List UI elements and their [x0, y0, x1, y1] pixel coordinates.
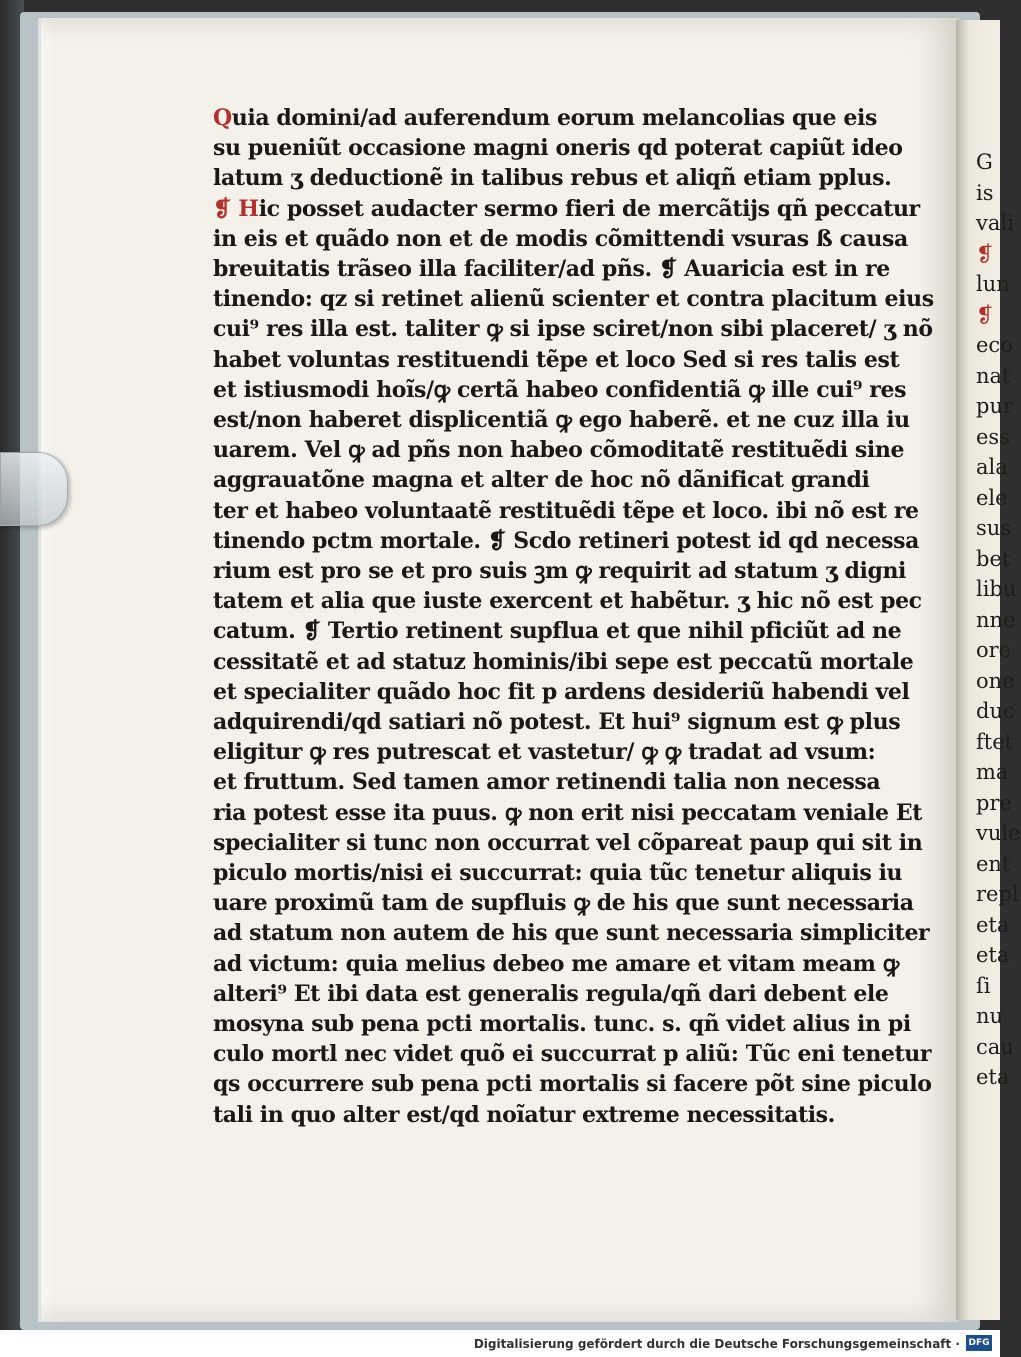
line-text: tali in quo alter est/qd noĩatur extreme necessitatis. [213, 1101, 835, 1128]
line-text: specialiter si tunc non occurrat vel cõpareat paup qui sit in [213, 829, 923, 856]
text-line [213, 797, 922, 830]
facing-page-fragment: ma [976, 760, 1009, 784]
text-line [213, 857, 902, 890]
facing-page-fragment: bet [976, 546, 1011, 571]
text-line [213, 706, 900, 739]
text-line [213, 585, 922, 618]
facing-page-fragment: ſi [976, 973, 991, 998]
line-text: ad victum: quia melius debeo me amare et vitam meam ꝙ [213, 950, 899, 977]
facing-page-fragment: eco [976, 333, 1013, 357]
text-line [213, 162, 891, 195]
facing-page-fragment: eta [976, 912, 1010, 937]
line-text: tinendo: qz si retinet alienũ scienter et contra placitum eius [213, 286, 934, 313]
text-line [213, 495, 919, 528]
line-text: piculo mortis/nisi ei succurrat: quia tũc tenetur aliquis iu [213, 860, 903, 886]
facing-page-fragment: pur [976, 394, 1014, 418]
text-line [213, 917, 929, 950]
text-line [213, 887, 914, 920]
text-line [213, 313, 933, 346]
facing-page-fragment: ele [976, 485, 1008, 510]
funding-credit: Digitalisierung gefördert durch die Deutsche Forschungsgemeinschaft · [473, 1337, 960, 1351]
line-text: habet voluntas restituendi tẽpe et loco Sed si res talis est [213, 346, 900, 373]
facing-page-fragment: eta [976, 1065, 1010, 1089]
text-line [213, 827, 922, 860]
facing-page-fragment: vule [976, 821, 1021, 845]
line-text: mosyna sub pena pcti mortalis. tunc. s. qñ videt alius in pi [213, 1011, 911, 1037]
text-line [213, 434, 904, 467]
facing-page-fragment: nat [976, 363, 1011, 388]
line-text: ria potest esse ita puus. ꝙ non erit nisi peccatam veniale Et [213, 799, 922, 826]
line-text: eligitur ꝙ res putrescat et vastetur/ ꝙ ꝙ tradat ad vsum: [213, 739, 876, 766]
facing-page-fragment: ore [976, 638, 1012, 662]
text-line [213, 766, 880, 799]
footer-credit-bar [0, 1330, 1000, 1357]
facing-page-fragment: ala [976, 455, 1008, 479]
line-text: su pueniũt occasione magni oneris qd poterat capiũt ideo [213, 135, 903, 162]
facing-page-fragment: sus [976, 516, 1012, 540]
facing-page-fragment: ent [976, 851, 1011, 876]
line-text: tatem et alia que iuste exercent et habẽtur. ʒ hic nõ est pec [213, 588, 922, 615]
line-text: uarem. Vel ꝙ ad pñs non habeo cõmoditatẽ restituẽdi sine [213, 437, 905, 464]
text-line [213, 283, 934, 316]
text-line [213, 1099, 835, 1132]
text-line [213, 132, 903, 165]
facing-page-fragment: ❡ [976, 302, 994, 327]
text-line [213, 404, 910, 437]
facing-page-fragment: ess [976, 424, 1010, 449]
text-line [213, 978, 888, 1011]
text-line [213, 193, 920, 226]
text-line [213, 464, 869, 497]
text-line [213, 736, 875, 769]
line-text: qs occurrere sub pena pcti mortalis si facere põt sine piculo [213, 1071, 932, 1098]
line-text: et specialiter quãdo hoc fit p ardens desideriũ habendi vel [213, 678, 910, 705]
line-text: uia domini/ad auferendum eorum melancolias que eis [231, 105, 877, 131]
rubric-initial: ❡ H [213, 195, 259, 222]
facing-page-fragment: is [976, 180, 994, 205]
line-text: latum ʒ deductionẽ in talibus rebus et aliqñ etiam pplus. [213, 165, 892, 192]
line-text: ic posset audacter sermo fieri de mercãtijs qñ peccatur [258, 195, 920, 222]
line-text: adquirendi/qd satiari nõ potest. Et hui⁹ signum est ꝙ plus [213, 709, 901, 735]
facing-page-fragment: nne [976, 607, 1016, 632]
line-text: et fruttum. Sed tamen amor retinendi talia non necessa [213, 769, 881, 796]
line-text: uare proximũ tam de supfluis ꝙ de his que sunt necessaria [213, 890, 914, 917]
dfg-logo[interactable]: DFG [966, 1335, 992, 1351]
text-line [213, 1068, 932, 1101]
line-text: tinendo pctm mortale. ❡ Scdo retineri potest id qd necessa [213, 527, 919, 554]
page-clip [0, 452, 68, 526]
text-line [213, 374, 906, 407]
line-text: in eis et quãdo non et de modis cõmittendi vsuras ß causa [213, 225, 908, 252]
text-line [213, 646, 913, 679]
text-line [213, 223, 908, 256]
facing-page-fragment: cau [976, 1034, 1014, 1059]
line-text: cui⁹ res illa est. taliter ꝙ si ipse sciret/non sibi placeret/ ʒ nõ [213, 316, 933, 343]
facing-page-fragment: vali [976, 211, 1014, 235]
text-line [213, 555, 906, 588]
facing-page-fragment: pre [976, 790, 1012, 815]
line-text: ter et habeo voluntaatẽ restituẽdi tẽpe et loco. ibi nõ est re [213, 497, 919, 524]
facing-page-edge [956, 20, 1021, 1320]
facing-page-fragment: ❡ [976, 241, 994, 266]
text-line [213, 1038, 931, 1071]
text-line [213, 676, 909, 709]
facing-page-fragment: libu [976, 577, 1017, 601]
text-line [213, 525, 919, 558]
rubric-initial: Q [213, 105, 232, 131]
line-text: rium est pro se et pro suis ꝫm ꝙ requirit ad statum ʒ digni [213, 558, 907, 584]
line-text: catum. ❡ Tertio retinent supflua et que nihil pficiũt ad ne [213, 618, 902, 645]
facing-page-fragment: eta [976, 943, 1010, 967]
text-line [213, 1008, 911, 1041]
line-text: breuitatis trãseo illa faciliter/ad pñs. ❡ Auaricia est in re [213, 256, 890, 282]
text-line [213, 253, 890, 286]
line-text: est/non haberet displicentiã ꝙ ego haberẽ. et ne cuz illa iu [213, 407, 910, 433]
facing-page-fragment: ftet [976, 729, 1014, 754]
line-text: culo mortl nec videt quõ ei succurrat p aliũ: Tũc eni tenetur [213, 1041, 932, 1068]
line-text: aggrauatõne magna et alter de hoc nõ dãnificat grandi [213, 467, 870, 494]
facing-page-fragment: repl [976, 882, 1019, 906]
line-text: et istiusmodi hoĩs/ꝙ certã habeo confidentiã ꝙ ille cui⁹ res [213, 376, 907, 403]
text-line [213, 344, 899, 377]
line-text: alteri⁹ Et ibi data est generalis regula/qñ dari debent ele [213, 980, 889, 1007]
facing-page-fragment: one [976, 668, 1015, 693]
text-line [213, 102, 877, 135]
text-line [213, 948, 899, 981]
book-page [38, 18, 959, 1322]
line-text: ad statum non autem de his que sunt necessaria simpliciter [213, 920, 930, 947]
facing-page-fragment: duc [976, 699, 1015, 723]
facing-page-fragment: lun [976, 272, 1010, 296]
facing-page-fragment: G [976, 150, 993, 174]
facing-page-fragment: nu [976, 1004, 1004, 1028]
line-text: cessitatẽ et ad statuz hominis/ibi sepe est peccatũ mortale [213, 648, 914, 675]
text-line [213, 615, 901, 648]
